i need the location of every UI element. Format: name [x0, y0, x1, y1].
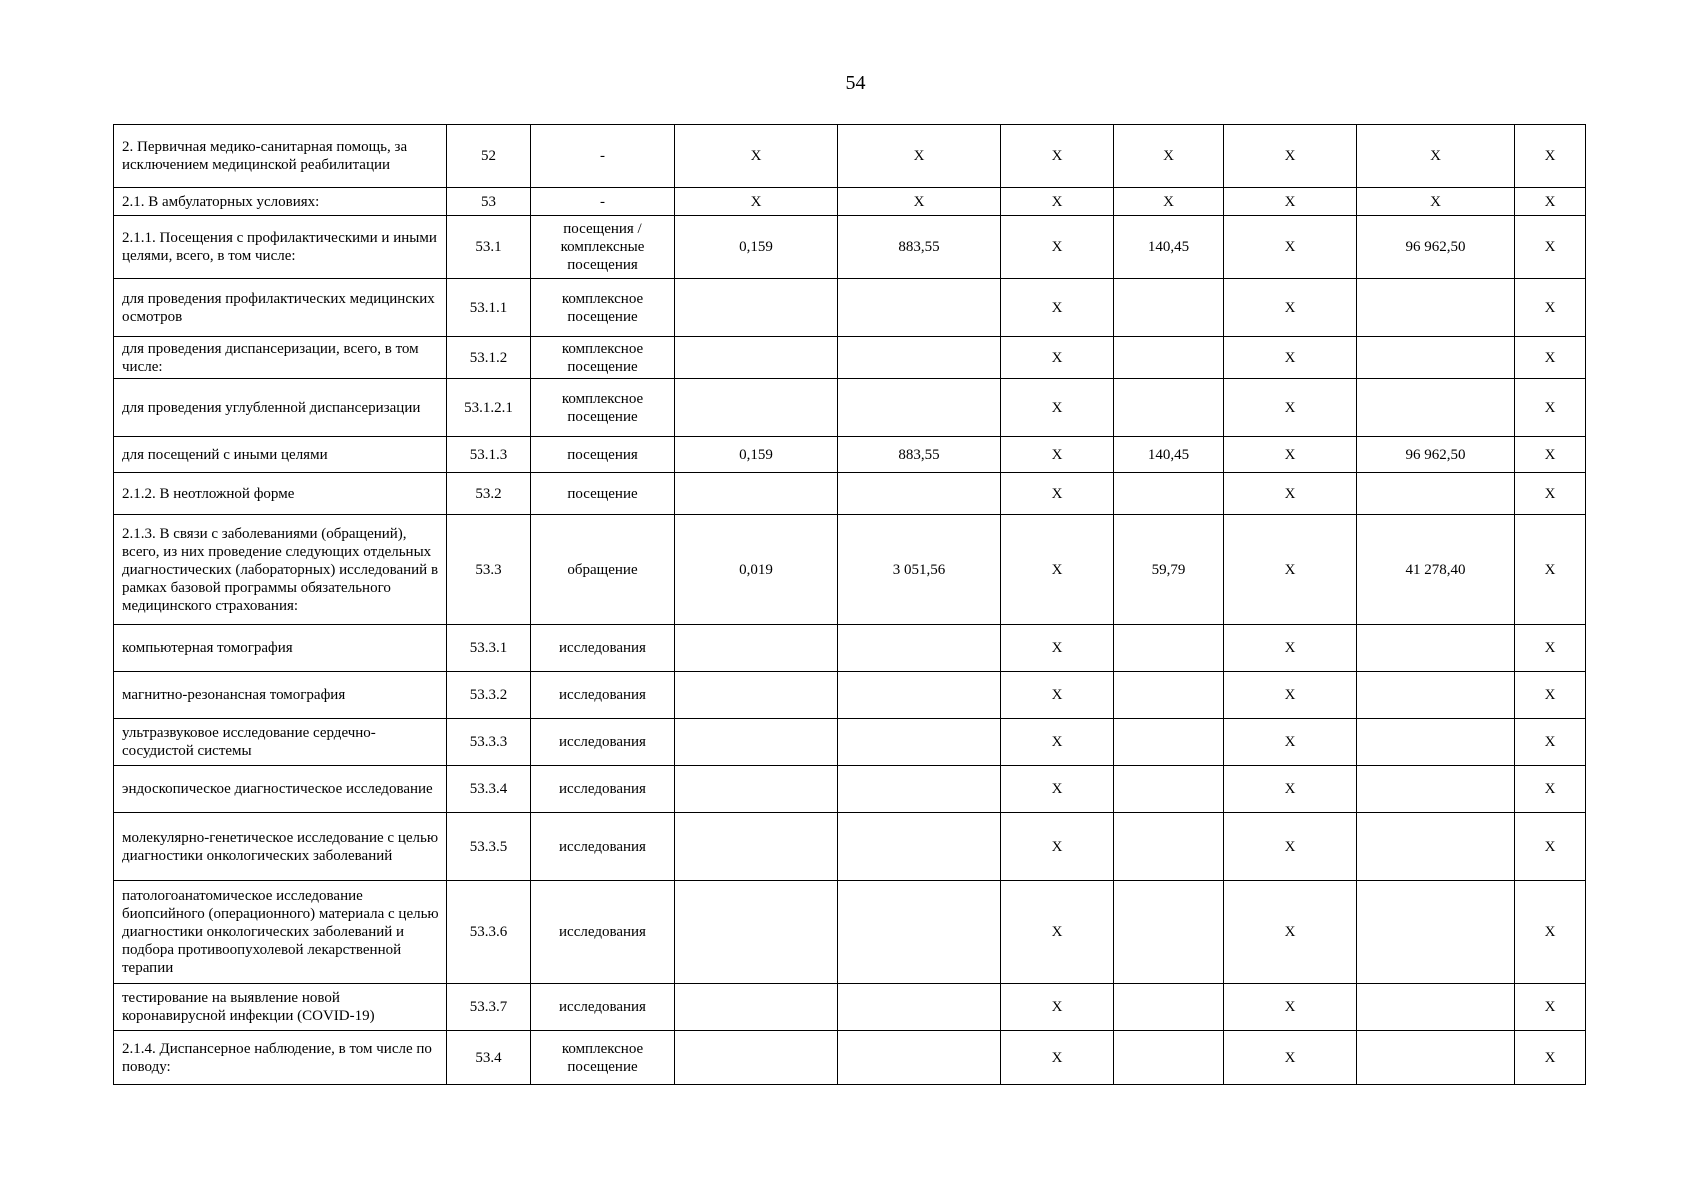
row-code-cell: 53.1.3: [447, 437, 531, 473]
value-cell: [1114, 473, 1224, 515]
value-cell: X: [1224, 379, 1357, 437]
value-cell: X: [675, 125, 838, 188]
value-cell: [1357, 473, 1515, 515]
value-cell: 883,55: [838, 437, 1001, 473]
row-unit-cell: -: [531, 188, 675, 216]
value-cell: [1357, 719, 1515, 766]
row-name-cell: патологоанатомическое исследование биопсийного (операционного) материала с целью диагностики онкологических заболеваний и подбора противоопухолевой лекарственной терапии: [114, 881, 447, 984]
table-row: [114, 279, 1586, 337]
row-code-cell: 53: [447, 188, 531, 216]
row-code-cell: 53.2: [447, 473, 531, 515]
value-cell: 41 278,40: [1357, 515, 1515, 625]
row-name-cell: для посещений с иными целями: [114, 437, 447, 473]
value-cell: X: [1001, 813, 1114, 881]
value-cell: [1357, 881, 1515, 984]
row-code-cell: 53.1: [447, 216, 531, 279]
value-cell: X: [1114, 188, 1224, 216]
value-cell: [1357, 672, 1515, 719]
value-cell: X: [1224, 515, 1357, 625]
table-row: [114, 766, 1586, 813]
value-cell: X: [1114, 125, 1224, 188]
table-row: [114, 1031, 1586, 1085]
value-cell: [675, 813, 838, 881]
value-cell: [675, 1031, 838, 1085]
row-unit-cell: комплексное посещение: [531, 1031, 675, 1085]
value-cell: X: [1001, 672, 1114, 719]
row-name-cell: ультразвуковое исследование сердечно-сосудистой системы: [114, 719, 447, 766]
value-cell: [838, 672, 1001, 719]
value-cell: X: [1001, 379, 1114, 437]
value-cell: [1114, 279, 1224, 337]
value-cell: X: [1224, 625, 1357, 672]
value-cell: [1357, 984, 1515, 1031]
row-code-cell: 53.3.3: [447, 719, 531, 766]
row-code-cell: 53.3.2: [447, 672, 531, 719]
value-cell: X: [1515, 437, 1586, 473]
value-cell: X: [1515, 984, 1586, 1031]
data-table: [113, 124, 1586, 1085]
row-unit-cell: посещение: [531, 473, 675, 515]
value-cell: [1114, 379, 1224, 437]
value-cell: X: [1515, 188, 1586, 216]
value-cell: [1357, 279, 1515, 337]
value-cell: 59,79: [1114, 515, 1224, 625]
value-cell: X: [838, 188, 1001, 216]
value-cell: X: [1515, 672, 1586, 719]
row-name-cell: 2.1.1. Посещения с профилактическими и иными целями, всего, в том числе:: [114, 216, 447, 279]
row-unit-cell: исследования: [531, 719, 675, 766]
value-cell: 0,159: [675, 437, 838, 473]
row-name-cell: 2. Первичная медико-санитарная помощь, за исключением медицинской реабилитации: [114, 125, 447, 188]
row-unit-cell: исследования: [531, 984, 675, 1031]
value-cell: X: [1515, 625, 1586, 672]
value-cell: X: [1357, 188, 1515, 216]
row-name-cell: для проведения профилактических медицинских осмотров: [114, 279, 447, 337]
row-name-cell: 2.1. В амбулаторных условиях:: [114, 188, 447, 216]
value-cell: 140,45: [1114, 216, 1224, 279]
value-cell: [1114, 672, 1224, 719]
value-cell: X: [1515, 379, 1586, 437]
value-cell: [838, 625, 1001, 672]
value-cell: [838, 719, 1001, 766]
row-code-cell: 53.3: [447, 515, 531, 625]
value-cell: [1357, 625, 1515, 672]
row-unit-cell: комплексное посещение: [531, 337, 675, 379]
value-cell: X: [1224, 337, 1357, 379]
value-cell: X: [1001, 188, 1114, 216]
table-row: [114, 188, 1586, 216]
table-row: [114, 379, 1586, 437]
value-cell: 0,159: [675, 216, 838, 279]
value-cell: [1114, 625, 1224, 672]
value-cell: X: [1515, 881, 1586, 984]
value-cell: [675, 984, 838, 1031]
value-cell: [675, 766, 838, 813]
value-cell: X: [1001, 984, 1114, 1031]
row-code-cell: 53.3.6: [447, 881, 531, 984]
value-cell: [1357, 337, 1515, 379]
value-cell: X: [1001, 216, 1114, 279]
value-cell: 96 962,50: [1357, 216, 1515, 279]
value-cell: [675, 672, 838, 719]
value-cell: X: [1515, 1031, 1586, 1085]
table-row: [114, 515, 1586, 625]
value-cell: X: [1001, 719, 1114, 766]
value-cell: 140,45: [1114, 437, 1224, 473]
value-cell: X: [1224, 279, 1357, 337]
value-cell: [1357, 1031, 1515, 1085]
value-cell: 883,55: [838, 216, 1001, 279]
value-cell: [1114, 719, 1224, 766]
value-cell: [1114, 984, 1224, 1031]
row-name-cell: для проведения углубленной диспансеризации: [114, 379, 447, 437]
value-cell: [838, 881, 1001, 984]
table-row: [114, 437, 1586, 473]
value-cell: 96 962,50: [1357, 437, 1515, 473]
value-cell: [838, 1031, 1001, 1085]
row-unit-cell: исследования: [531, 766, 675, 813]
value-cell: [675, 881, 838, 984]
row-unit-cell: исследования: [531, 625, 675, 672]
value-cell: X: [1224, 216, 1357, 279]
value-cell: X: [1224, 766, 1357, 813]
row-name-cell: молекулярно-генетическое исследование с целью диагностики онкологических заболеваний: [114, 813, 447, 881]
value-cell: X: [1224, 437, 1357, 473]
value-cell: X: [1001, 125, 1114, 188]
row-code-cell: 53.4: [447, 1031, 531, 1085]
table-row: [114, 881, 1586, 984]
value-cell: [675, 625, 838, 672]
row-code-cell: 52: [447, 125, 531, 188]
value-cell: X: [1001, 766, 1114, 813]
value-cell: X: [1224, 984, 1357, 1031]
table-row: [114, 672, 1586, 719]
value-cell: [675, 379, 838, 437]
value-cell: X: [1001, 515, 1114, 625]
value-cell: [675, 337, 838, 379]
value-cell: [1357, 379, 1515, 437]
value-cell: X: [675, 188, 838, 216]
row-unit-cell: исследования: [531, 881, 675, 984]
value-cell: [1114, 881, 1224, 984]
value-cell: X: [1224, 813, 1357, 881]
value-cell: X: [1224, 125, 1357, 188]
table-row: [114, 216, 1586, 279]
value-cell: [1357, 813, 1515, 881]
value-cell: [1114, 1031, 1224, 1085]
row-unit-cell: комплексное посещение: [531, 379, 675, 437]
value-cell: [675, 279, 838, 337]
value-cell: X: [1001, 473, 1114, 515]
value-cell: X: [1224, 188, 1357, 216]
value-cell: [838, 279, 1001, 337]
row-name-cell: 2.1.2. В неотложной форме: [114, 473, 447, 515]
value-cell: X: [838, 125, 1001, 188]
value-cell: X: [1001, 279, 1114, 337]
value-cell: 0,019: [675, 515, 838, 625]
row-name-cell: компьютерная томография: [114, 625, 447, 672]
value-cell: [1357, 766, 1515, 813]
table-row: [114, 984, 1586, 1031]
value-cell: X: [1515, 473, 1586, 515]
row-code-cell: 53.1.2: [447, 337, 531, 379]
value-cell: X: [1515, 719, 1586, 766]
value-cell: X: [1515, 125, 1586, 188]
row-unit-cell: -: [531, 125, 675, 188]
row-unit-cell: комплексное посещение: [531, 279, 675, 337]
row-name-cell: 2.1.4. Диспансерное наблюдение, в том числе по поводу:: [114, 1031, 447, 1085]
row-unit-cell: посещения / комплексные посещения: [531, 216, 675, 279]
row-code-cell: 53.1.2.1: [447, 379, 531, 437]
value-cell: [838, 813, 1001, 881]
row-name-cell: 2.1.3. В связи с заболеваниями (обращений), всего, из них проведение следующих отдельных диагностических (лабораторных) исследований в рамках базовой программы обязательного медицинского страхования:: [114, 515, 447, 625]
row-unit-cell: посещения: [531, 437, 675, 473]
row-name-cell: магнитно-резонансная томография: [114, 672, 447, 719]
value-cell: X: [1001, 337, 1114, 379]
value-cell: [1114, 766, 1224, 813]
row-name-cell: эндоскопическое диагностическое исследование: [114, 766, 447, 813]
row-name-cell: для проведения диспансеризации, всего, в том числе:: [114, 337, 447, 379]
value-cell: X: [1224, 473, 1357, 515]
table-row: [114, 813, 1586, 881]
value-cell: X: [1515, 515, 1586, 625]
table-row: [114, 473, 1586, 515]
value-cell: X: [1001, 1031, 1114, 1085]
row-name-cell: тестирование на выявление новой коронавирусной инфекции (COVID-19): [114, 984, 447, 1031]
value-cell: X: [1515, 766, 1586, 813]
row-code-cell: 53.3.1: [447, 625, 531, 672]
value-cell: X: [1515, 337, 1586, 379]
value-cell: X: [1224, 719, 1357, 766]
value-cell: X: [1357, 125, 1515, 188]
value-cell: X: [1224, 881, 1357, 984]
value-cell: X: [1001, 881, 1114, 984]
row-unit-cell: исследования: [531, 672, 675, 719]
value-cell: [838, 984, 1001, 1031]
value-cell: [838, 766, 1001, 813]
value-cell: X: [1515, 279, 1586, 337]
value-cell: [1114, 337, 1224, 379]
row-unit-cell: обращение: [531, 515, 675, 625]
table-row: [114, 719, 1586, 766]
row-code-cell: 53.1.1: [447, 279, 531, 337]
table-row: [114, 337, 1586, 379]
page-number: 54: [845, 72, 866, 94]
value-cell: X: [1001, 437, 1114, 473]
value-cell: 3 051,56: [838, 515, 1001, 625]
value-cell: [675, 473, 838, 515]
row-code-cell: 53.3.4: [447, 766, 531, 813]
value-cell: X: [1224, 672, 1357, 719]
value-cell: [838, 473, 1001, 515]
value-cell: X: [1515, 813, 1586, 881]
value-cell: X: [1515, 216, 1586, 279]
row-unit-cell: исследования: [531, 813, 675, 881]
value-cell: X: [1224, 1031, 1357, 1085]
row-code-cell: 53.3.7: [447, 984, 531, 1031]
row-code-cell: 53.3.5: [447, 813, 531, 881]
table-row: [114, 125, 1586, 188]
value-cell: [838, 337, 1001, 379]
value-cell: [1114, 813, 1224, 881]
value-cell: X: [1001, 625, 1114, 672]
value-cell: [838, 379, 1001, 437]
table-row: [114, 625, 1586, 672]
value-cell: [675, 719, 838, 766]
